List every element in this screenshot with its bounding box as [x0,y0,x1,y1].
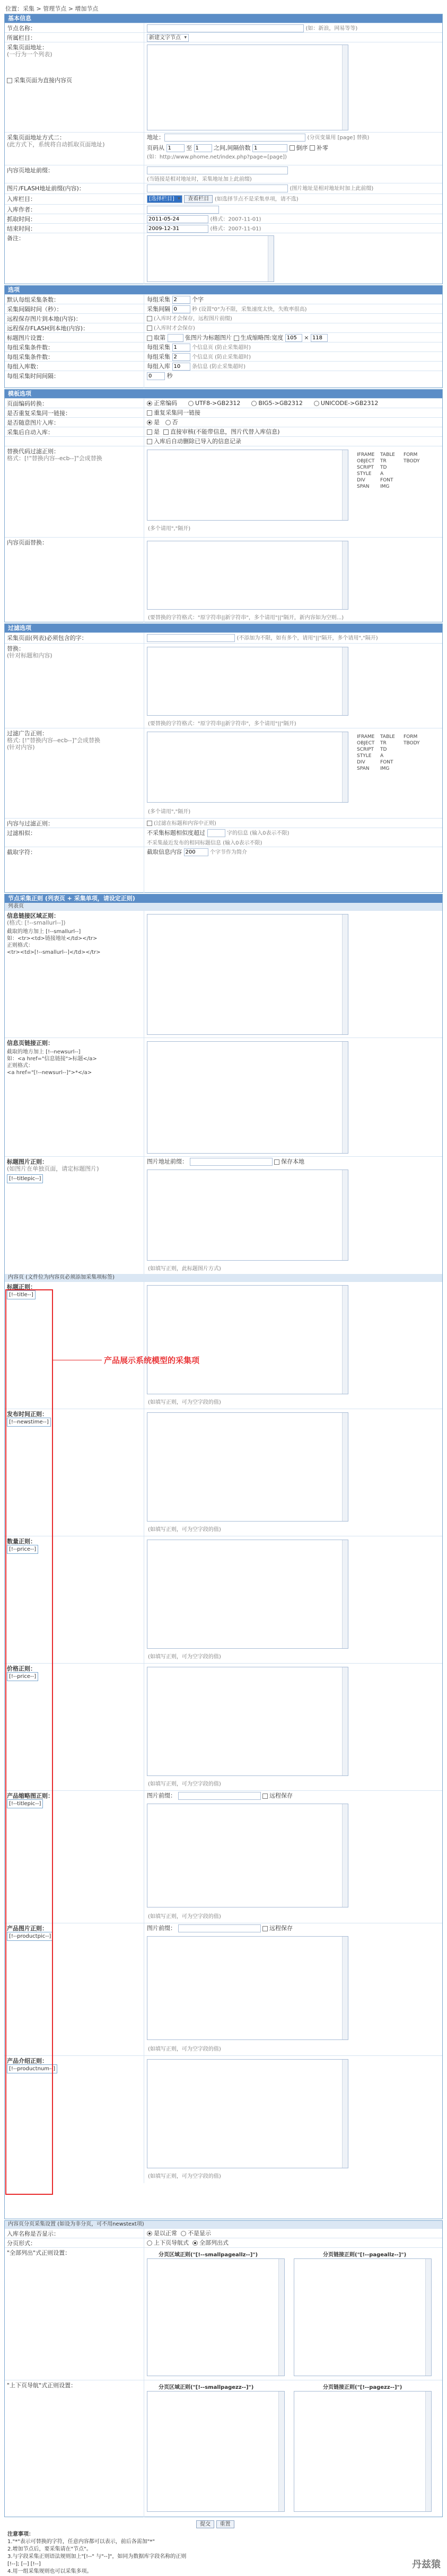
encoding-radio-normal[interactable] [147,401,152,406]
interval-input[interactable] [172,305,190,313]
encoding-radio-big5[interactable] [251,401,257,406]
repeat-link-checkbox[interactable] [147,410,152,416]
basic-info-panel [4,14,443,284]
page-all-radio[interactable] [192,2240,198,2246]
title-pic-num-input[interactable] [168,334,183,342]
thumb-save-checkbox[interactable] [262,1793,268,1799]
section-header-filter: 过滤选项 [5,624,442,632]
row-author: 入库作者： [5,204,442,214]
productpic-save-checkbox[interactable] [262,1926,268,1931]
productpic-prefix-input[interactable] [178,1924,261,1932]
thumb-regex-textarea[interactable] [147,1804,348,1907]
desc-checkbox[interactable] [290,145,295,151]
all-area-textarea[interactable] [147,2258,285,2376]
list-subhead: 列表页 [5,903,442,910]
titlepic-prefix-input[interactable] [190,1158,273,1166]
item-row: 标题正则： [!--title--] (如填写正则，可为空字段的值) [5,1281,442,1409]
row-pic-prefix: 图片/FLASH地址前缀(内容)： (图片地址是相对地址时加上此前缀) [5,183,442,194]
author-input[interactable] [147,206,219,214]
auto-delete-checkbox[interactable] [147,439,152,444]
page-step-input[interactable] [252,144,287,152]
item-row: 产品图片正则： [!--productpic--] 图片前缀： 远程保存 (如填写正则，可为空字段的值) [5,1923,442,2056]
page-urls-textarea[interactable] [147,45,348,130]
titlepic-regex-textarea[interactable] [147,1170,348,1261]
row-page-rule: 采集页面地址： (一行为一个列表) 采集页面为直接内容页 [5,42,442,133]
group-count-input[interactable] [172,296,190,304]
pic-prefix-input[interactable] [147,184,288,192]
item-row: 发布时间正则： [!--newstime--] (如填写正则，可为空字段的值) [5,1409,442,1536]
count-regex-textarea[interactable] [147,1540,348,1649]
regex-panel: 节点采集正则 (列表页 + 采集单项，请设定正则) 列表页 信息链接区域正则： (格式: [!--smallurl--]) 截取的地方加上 [!--smallurl--] 如：<tr><td>链接地址</td></tr> 正则格式： <tr><td>[!--smallurl--]</td></tr> 信息页链接正则： 截取的地方加上 [!--newsurl--] 如：<a href="信息链接">标题</a> 正则格式： <a href="[!--newsurl--]">*</a> 标题图片正则： (如图片在单独页面，请定标题图片) [!--titlepic--] 图片地址前缀： 保存本地 (如填写正则，此标题图片方式) 内容页 (文件位为内容页必须添加采集项标签) 标题正则： [!--title--] (如填写正则，可为空字段的值) 发布时间正则： [!--newstime--] (如填写正则，可为空字段的值) 数量正则： [!--price--] (如填写正则，可为空字段的值) 价格正则： [!--price--] (如填写正则，可为空字段的值) 产品缩略图正则： [!--titlepic--] 图片前缀： 远程保存 (如填写正则，可为空字段的值) 产品图片正则： [!--productpic--] 图片前缀： 远程保存 (如填写正则，可为空字段的值) 产品介绍正则： [!--productnum--] (如填写正则，可为空字段的值) [4,894,443,2219]
page-nav-radio[interactable] [147,2240,152,2246]
breadcrumb: 位置：采集 > 管理节点 > 增加节点 [5,5,99,12]
item-row: 产品缩略图正则： [!--titlepic--] 图片前缀： 远程保存 (如填写正则，可为空字段的值) [5,1790,442,1923]
reset-button[interactable]: 重置 [216,2520,234,2528]
save-flash-checkbox[interactable] [147,326,152,331]
insert-count-input[interactable] [172,363,190,371]
item-row: 数量正则： [!--price--] (如填写正则，可为空字段的值) [5,1536,442,1664]
cut-length-input[interactable] [184,848,208,856]
zero-checkbox[interactable] [310,145,315,151]
options-panel: 选项 默认每组采集条数： 每组采集 2 个字 采集间隔时间（秒）： 采集间隔 0 秒 (设置"0"为不限，采集速度太快，失败率很高) 远程保存图片到本地(内容)： (入库时才会保存，远程图片前缀) 远程保存FLASH到本地(内容)： (入库时才会保存) 标题图片设置： 取第 张图片为标题图片 生成缩略图:宽度 105 × 118 每组采集条件数： 每组采集 1 个信息页 (防止采集超时) 每组采集条件数： 每组采集 2 个信息页 (防止采集超时) 每组入库数： 每组入库 10 条信息 (防止采集超时) 每组采集时间间隔： 0 秒 [4,285,443,388]
info-count-input[interactable] [172,344,190,351]
notes: 注意事项： 1."*"表示可替换的字符，任意内容都可以表示，前后各需加"*" 2.增加节点后，要采集请在"节点"。 3.与字段采集正则语法规则加上"[!--" 与"--]"，如同为数据库字段名称的正则 [!--]; [--] [!--] 4.用一组采集规则也可以采集多项。 [7,2531,187,2574]
row-belong-class: 所属栏目： 新建文字节点 ▾ [5,32,442,42]
auto-insert-checkbox[interactable] [147,429,152,435]
encoding-radio-unicode[interactable] [314,401,319,406]
page-from-input[interactable] [166,144,185,152]
filter-options-panel: 过滤选项 采集页面(列表)必须包含的字： (不添加为不限，如有多个，请用"||"隔开，多个请用","隔开) 替换： (针对标题和内容) (要替换的字符格式："原字符串||新字符串"，多个请用"||"隔开) 过滤广告正则： 格式: [!"替换内容--ecb--]"会成替换 (针对内容) (多个请用","隔开) IFRAME TABLE FORM OBJECT TR TBODY SCRIPT TD STYLE A DIV FONT SPAN IMG 内容与过滤正则： (过滤在标题和内容中正则) 过滤相似： 不采集标题相似度超过 字的信息 (输入0表示不限) 不采集最近发布的相同标题信息 (输入0表示不限) 截取字符： 截取信息内容 200 个字节作为简介 [4,623,443,893]
row-list-page: 采集页面地址方式二： (此方式下，系统将自动抓取页面地址) 地址： (分页变量用 [page] 替换) 页码从 1 至 1 之间,间隔倍数 1 倒序 补零 (如：http://www.phome.net/index.php?page=[page]) [5,132,442,165]
content-prefix-input[interactable] [147,166,288,174]
watermark: 丹兹猿 [412,2559,441,2570]
ad-filter-textarea[interactable] [147,732,348,803]
show-no-radio[interactable] [181,2231,186,2236]
productpic-regex-textarea[interactable] [147,1936,348,2040]
productnum-regex-textarea[interactable] [147,2059,348,2168]
nav-area-textarea[interactable] [147,2391,285,2512]
row-content-prefix: 内容页地址前缀： (当链接是相对地址时，采集地址加上此前缀) [5,165,442,183]
item-row: 价格正则： [!--price--] (如填写正则，可为空字段的值) [5,1663,442,1791]
similar-input[interactable] [207,829,225,837]
paging-panel: 内容页分页采集设置 (如设为非分页，可不用newstext项) 入库名称是否显示： 是以正常 不是显示 分页形式： 上下页导航式 全部列出式 "全部列出"式正则设置： 分页区域正则("[!--smallpageallz--]") 分页链接正则("[!--pageallz--]") "上下页导航"式正则设置： 分页区域正则("[!--smallpagezz--]") 分页链接正则("[!--pagezz--]") [4,2220,443,2517]
paging-subhead: 内容页分页采集设置 (如设为非分页，可不用newstext项) [5,2221,442,2228]
direct-content-checkbox[interactable] [7,78,12,83]
list-url-input[interactable] [164,134,305,142]
row-start-date: 抓取时间： 2011-05-24 (格式：2007-11-01) [5,214,442,224]
encoding-radio-utf8[interactable] [188,401,194,406]
price-regex-textarea[interactable] [147,1667,348,1776]
content-subhead: 内容页 (文件位为内容页必须添加采集项标签) [5,1274,442,1281]
tag-list: IFRAME TABLE FORM OBJECT TR TBODY SCRIPT TD STYLE A DIV FONT SPAN IMG [357,452,420,489]
row-end-date: 结束时间： 2009-12-31 (格式：2007-11-01) [5,223,442,233]
info-count2-input[interactable] [172,353,190,361]
page-to-input[interactable] [194,144,212,152]
section-header-regex: 节点采集正则 (列表页 + 采集单项，请设定正则) [5,894,442,903]
thumb-checkbox[interactable] [234,336,239,341]
newstime-regex-textarea[interactable] [147,1412,348,1522]
title-regex-textarea[interactable] [147,1285,348,1394]
template-options-panel: 模板选项 页面编码转换： 正常编码 UTF8->GB2312 BIG5->GB2312 UNICODE->GB2312 是否重复采集同一链接： 重复采集同一链接 是否随意图片入库： 是 否 采集后自动入库： 是 直接审核(不能带信息，图片代替入库信息) 入库后自动删除已导入的信息记录 替换代码过滤正则： 格式：[!"替换内容--ecb--]"会成替换 (多个请用","隔开) IFRAME TABLE FORM OBJECT TR TBODY SCRIPT TD STYLE A DIV FONT SPAN IMG 内容页面替换： (要替换的字符格式："原字符串||新字符串"，多个请用"||"隔开，新内容如为空则...) [4,389,443,622]
row-node-name: 节点名称： (如：新浪，网易等等) [5,23,442,33]
start-date-input[interactable] [147,215,208,223]
row-remark: 备注： [5,233,442,284]
time-interval-input[interactable] [147,372,165,380]
node-name-input[interactable] [147,24,304,32]
show-yes-radio[interactable] [147,2231,152,2236]
remark-textarea[interactable] [147,235,274,282]
titlepic-save-checkbox[interactable] [274,1159,279,1165]
mode-select[interactable]: [选择栏目] ▾ [147,195,182,203]
content-replace-textarea[interactable] [147,541,348,610]
nav-link-textarea[interactable] [294,2391,432,2512]
thumb-width-input[interactable] [285,334,302,342]
row-mode: 入库栏目： [选择栏目] ▾ 查看栏目 (如选择节点不是采集单项，请不选) [5,194,442,205]
section-header-basic: 基本信息 [5,14,442,23]
must-contain-input[interactable] [147,634,235,642]
save-pic-checkbox[interactable] [147,316,152,321]
item-row: 产品介绍正则： [!--productnum--] (如填写正则，可为空字段的值) [5,2055,442,2183]
tag-list-2: IFRAME TABLE FORM OBJECT TR TBODY SCRIPT TD STYLE A DIV FONT SPAN IMG [357,734,420,771]
filter-replace-textarea[interactable] [147,647,348,716]
all-link-textarea[interactable] [294,2258,432,2376]
section-header-template: 模板选项 [5,390,442,398]
list-area-regex-textarea[interactable] [147,914,348,1035]
random-pic-yes-radio[interactable] [147,420,152,425]
view-class-button[interactable]: 查看栏目 [184,195,213,203]
title-pic-checkbox[interactable] [147,336,152,341]
thumb-prefix-input[interactable] [178,1792,261,1800]
submit-button[interactable]: 提交 [196,2520,214,2528]
annotation-label: 产品展示系统模型的采集项 [104,1356,200,1365]
link-regex-textarea[interactable] [147,1041,348,1154]
replace-rule-textarea[interactable] [147,450,348,521]
thumb-height-input[interactable] [311,334,328,342]
direct-check-checkbox[interactable] [163,429,169,435]
section-header-options: 选项 [5,286,442,294]
end-date-input[interactable] [147,225,208,233]
class-select[interactable]: 新建文字节点 ▾ [147,34,189,42]
filter-regex-checkbox[interactable] [147,821,152,826]
form-buttons [196,2520,234,2528]
annotation-box [5,1289,53,2195]
random-pic-no-radio[interactable] [165,420,171,425]
